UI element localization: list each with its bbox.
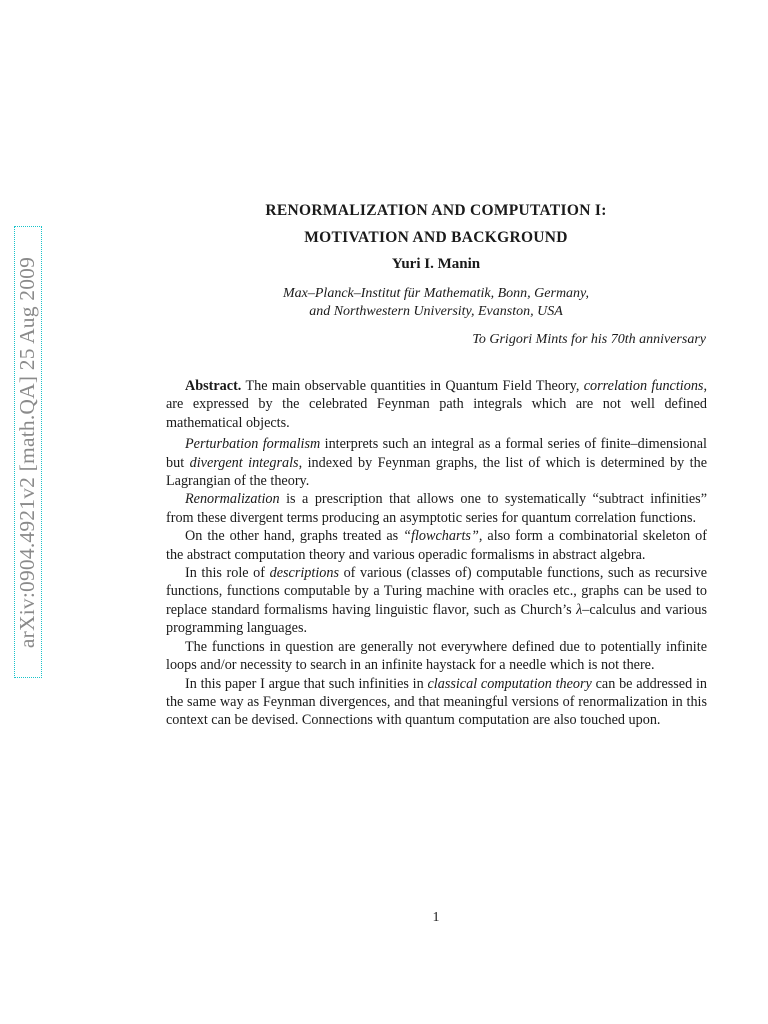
page-number: 1 bbox=[432, 910, 440, 925]
abstract-emphasis: correlation functions bbox=[583, 378, 704, 394]
abstract-text: On the other hand, graphs treated as bbox=[185, 528, 404, 545]
abstract-text: In this paper I argue that such infinities in bbox=[185, 675, 428, 692]
abstract-text: , also form a combinatorial skeleton of the abstract computation theory and various operadic formalisms in abstract algebra. bbox=[166, 528, 707, 563]
abstract-emphasis: λ bbox=[576, 601, 583, 618]
abstract-paragraph-6 bbox=[166, 638, 707, 675]
abstract-text: The main observable quantities in Quantum Field Theory, bbox=[241, 378, 584, 394]
abstract-paragraph-2 bbox=[166, 435, 707, 490]
abstract-emphasis: Renormalization bbox=[185, 491, 280, 508]
abstract-emphasis: Perturbation formalism bbox=[185, 436, 321, 453]
arxiv-identifier: arXiv:0904.4921v2 [math.QA] 25 Aug 2009 bbox=[15, 256, 40, 648]
abstract bbox=[166, 377, 707, 730]
abstract-text: The functions in question are generally not everywhere defined due to potentially infinite loops and/or necessity to search in an infinite haystack for a needle which is not there. bbox=[166, 638, 707, 674]
abstract-paragraph-4 bbox=[166, 527, 707, 564]
abstract-text: interprets such an integral as a formal series of finite–dimensional but bbox=[166, 436, 707, 471]
author-name: Yuri I. Manin bbox=[391, 256, 481, 272]
arxiv-stamp bbox=[14, 226, 42, 678]
abstract-emphasis: classical computation theory bbox=[427, 675, 592, 692]
abstract-emphasis: “flowcharts” bbox=[403, 528, 479, 545]
paper-title-line-2: MOTIVATION AND BACKGROUND bbox=[304, 229, 568, 246]
abstract-paragraph-7 bbox=[166, 675, 707, 730]
abstract-text: is a prescription that allows one to systematically “subtract infinities” from these divergent terms producing an asymptotic series for quantum correlation functions. bbox=[166, 491, 707, 526]
abstract-paragraph-3 bbox=[166, 490, 707, 527]
abstract-text: , are expressed by the celebrated Feynman path integrals which are not well defined mathematical objects. bbox=[166, 378, 707, 431]
abstract-text: In this role of bbox=[185, 565, 270, 582]
affiliation-line-1: Max–Planck–Institut für Mathematik, Bonn, Germany, bbox=[283, 286, 589, 301]
abstract-text: can be addressed in the same way as Feynman divergences, and that meaningful versions of renormalization in this context can be devised. Connections with quantum computation are also touched upon. bbox=[166, 675, 707, 729]
abstract-paragraph-1 bbox=[166, 377, 707, 432]
abstract-emphasis: descriptions bbox=[269, 565, 339, 582]
abstract-paragraph-5 bbox=[166, 564, 707, 638]
affiliation-line-2: and Northwestern University, Evanston, USA bbox=[309, 304, 563, 319]
abstract-emphasis: divergent integrals bbox=[189, 454, 299, 471]
dedication: To Grigori Mints for his 70th anniversary bbox=[472, 332, 706, 347]
abstract-label: Abstract. bbox=[185, 378, 242, 394]
paper-title-line-1: RENORMALIZATION AND COMPUTATION I: bbox=[265, 202, 607, 219]
abstract-text: , indexed by Feynman graphs, the list of which is determined by the Lagrangian of the theory. bbox=[166, 454, 707, 490]
abstract-text: –calculus and various programming languages. bbox=[166, 601, 708, 637]
abstract-text: of various (classes of) computable functions, such as recursive functions, functions computable by a Turing machine with oracles etc., graphs can be used to replace standard formalisms having linguistic flavor, such as Church’s bbox=[166, 565, 707, 618]
